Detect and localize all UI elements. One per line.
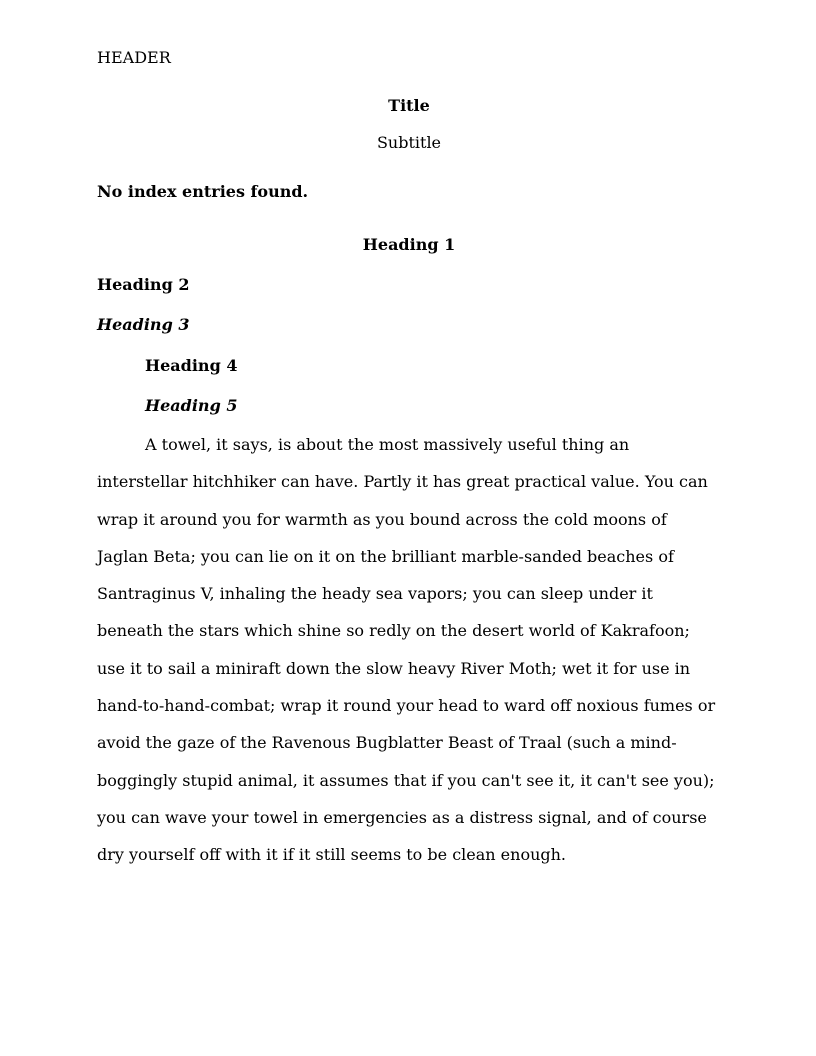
page-header: HEADER xyxy=(97,48,171,67)
document-subtitle: Subtitle xyxy=(376,133,442,152)
document-title: Title xyxy=(388,96,430,115)
heading-1: Heading 1 xyxy=(362,235,456,254)
heading-4: Heading 4 xyxy=(145,356,238,375)
heading-2: Heading 2 xyxy=(97,275,190,294)
heading-3: Heading 3 xyxy=(97,315,190,334)
heading-5: Heading 5 xyxy=(145,396,238,415)
index-placeholder-note: No index entries found. xyxy=(97,182,309,201)
body-paragraph: A towel, it says, is about the most massively useful thing an interstellar hitchhiker can have. Partly it has great practical value. You can wrap it around you for warmth as you bound across the cold moons of Jaglan Beta; you can lie on it on the brilliant marble-sanded beaches of Santraginus V, inhaling the heady sea vapors; you can sleep under it beneath the stars which shine so redly on the desert world of Kakrafoon; use it to sail a miniraft down the slow heavy River Moth; wet it for use in hand-to-hand-combat; wrap it round your head to ward off noxious fumes or avoid the gaze of the Ravenous Bugblatter Beast of Traal (such a mind-boggingly stupid animal, it assumes that if you can't see it, it can't see you); you can wave your towel in emergencies as a distress signal, and of course dry yourself off with it if it still seems to be clean enough. xyxy=(97,435,716,865)
